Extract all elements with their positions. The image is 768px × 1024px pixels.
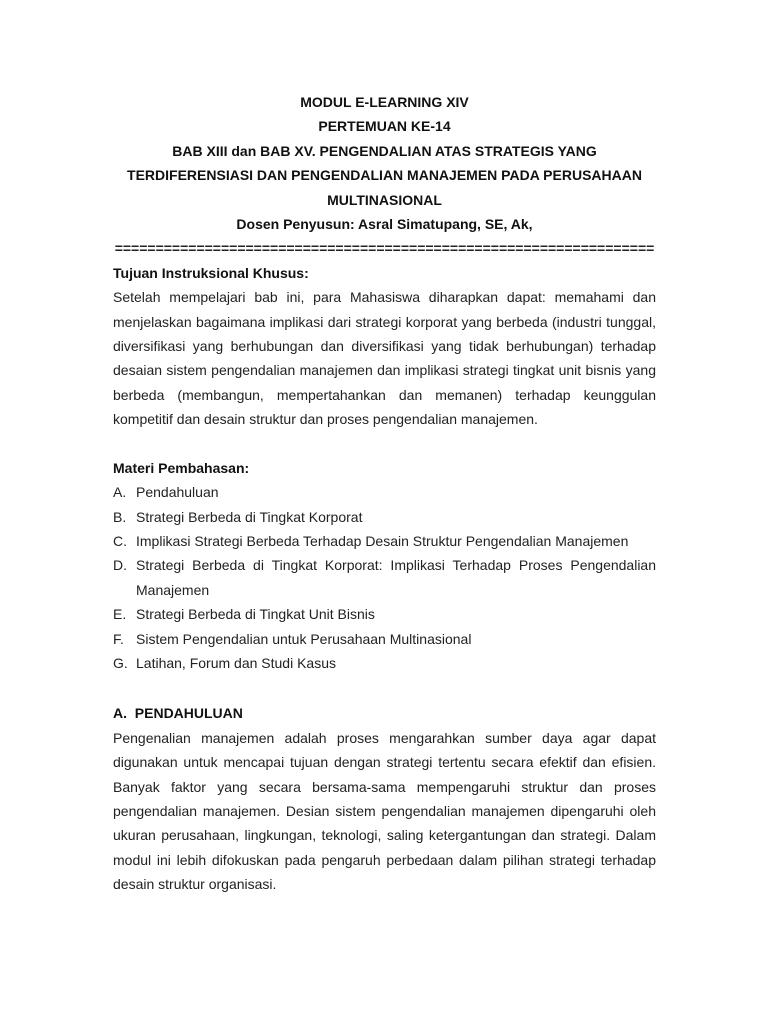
list-item [113,480,656,504]
section-a-line: Pengenalian manajemen adalah proses mengarahkan sumber daya agar dapat [113,729,656,746]
tujuan-line: menjelaskan bagaimana implikasi dari strategi korporat yang berbeda (industri tunggal, [113,313,656,330]
list-text: Strategi Berbeda di Tingkat Korporat: Implikasi Terhadap Proses Pengendalian [136,557,656,574]
list-item [113,505,656,529]
list-item [113,529,656,553]
list-marker: F. [113,630,124,647]
list-marker: E. [113,606,127,623]
section-a-line: pengendalian manajemen. Desian sistem pengendalian manajemen dipengaruhi oleh [113,802,656,819]
list-text: Implikasi Strategi Berbeda Terhadap Desain Struktur Pengendalian Manajemen [136,533,629,550]
section-a-line: digunakan untuk mencapai tujuan dengan strategi tertentu secara efektif dan efisien. [113,754,656,771]
list-text: Pendahuluan [136,484,219,501]
list-marker: B. [113,508,127,525]
list-text: Strategi Berbeda di Tingkat Unit Bisnis [136,606,375,623]
list-text-continued: Manajemen [136,581,210,598]
separator-line: ================================================================== [114,240,655,257]
list-item [113,651,656,675]
tujuan-line: berbeda (membangun, mempertahankan dan memanen) terhadap keunggulan [113,386,656,403]
list-marker: C. [113,533,127,550]
list-text: Sistem Pengendalian untuk Perusahaan Multinasional [136,630,472,647]
document-page [113,90,656,897]
module-title: MODUL E-LEARNING XIV [300,94,469,110]
materi-heading: Materi Pembahasan: [113,459,250,476]
tujuan-line: Setelah mempelajari bab ini, para Mahasiswa diharapkan dapat: memahami dan [113,289,656,306]
meeting-title: PERTEMUAN KE-14 [318,118,451,135]
section-a-line: ukuran perusahaan, lingkungan, teknologi, saling ketergantungan dan strategi. Dalam [113,827,656,844]
section-a-line: Banyak faktor yang secara bersama-sama mempengaruhi struktur dan proses [113,778,656,795]
list-marker: D. [113,557,127,574]
tujuan-heading: Tujuan Instruksional Khusus: [113,264,309,281]
list-item [113,553,656,577]
list-item [113,602,656,626]
section-a-heading: A. PENDAHULUAN [113,705,243,722]
list-text: Latihan, Forum dan Studi Kasus [136,654,337,671]
chapter-title-line-1: BAB XIII dan BAB XV. PENGENDALIAN ATAS STRATEGIS YANG [172,142,597,159]
section-a-line: modul ini lebih difokuskan pada pengaruh perbedaan dalam pilihan strategi terhadap [113,851,656,868]
tujuan-line: diversifikasi yang berhubungan dan diversifikasi yang tidak berhubungan) terhadap [113,337,656,354]
section-a-line: desain struktur organisasi. [113,876,277,893]
chapter-title-line-2: TERDIFERENSIASI DAN PENGENDALIAN MANAJEMEN PADA PERUSAHAAN [127,167,642,184]
list-item [113,627,656,651]
tujuan-line: desaian sistem pengendalian manajemen dan implikasi strategi tingkat unit bisnis yang [113,362,656,379]
list-marker: A. [113,484,127,501]
blank-line [113,675,656,701]
chapter-title-line-3: MULTINASIONAL [327,191,442,208]
list-marker: G. [113,654,128,671]
list-text: Strategi Berbeda di Tingkat Korporat [136,508,363,525]
tujuan-line: kompetitif dan desain struktur dan proses pengendalian manajemen. [113,411,538,428]
author-line: Dosen Penyusun: Asral Simatupang, SE, Ak, [236,215,533,232]
blank-line [113,431,656,455]
